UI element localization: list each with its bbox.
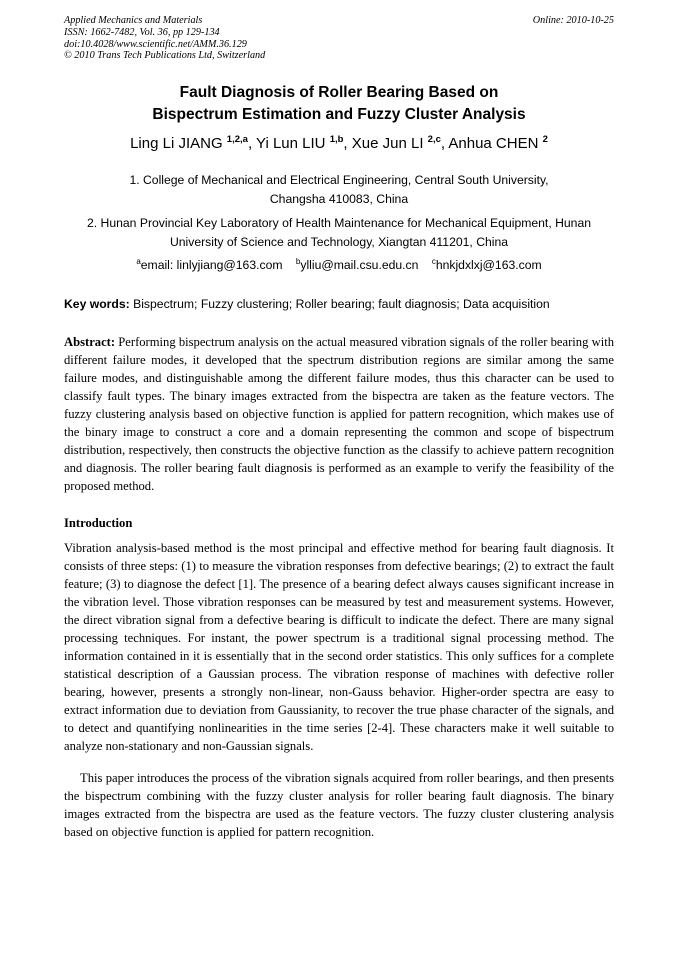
abstract — [64, 333, 614, 495]
email-list — [64, 256, 614, 274]
author-name: Yi Lun LIU — [256, 135, 326, 152]
author-separator: , — [247, 135, 257, 152]
introduction-paragraph-1: Vibration analysis-based method is the most principal and effective method for bearing fault diagnosis. It consists of three steps: (1) to measure the vibration responses from defective bearings; (2) to extract the fault feature; (3) to diagnose the defect [1]. The presence of a bearing defect always causes significant increase in the vibration level. Those vibration responses can be measured by test and measurement systems. However, the direct vibration signal from a defective bearing is difficult to indicate the defect. There are many signal processing techniques. For instant, the power spectrum is a traditional signal processing method. The information contained in it is essentially that in the second order statistics. This only suffices for a complete statistical description of a Gaussian process. The vibration response of machines with defective roller bearing, however, presents a strongly non-linear, non-Gauss behavior. Higher-order spectra are easy to extract information due to deviation from Gaussianity, to recover the true phase character of the signals, and to detect and quantifying nonlinearities in the time series [2-4]. These characters make it well suitable to analyze non-stationary and non-Gaussian signals. — [64, 541, 614, 753]
author-affiliation-marker: 2 — [542, 134, 548, 145]
journal-name: Applied Mechanics and Materials — [64, 15, 203, 26]
author-name: Anhua CHEN — [448, 135, 539, 152]
email-text: email: linlyjiang@163.com — [140, 258, 283, 272]
issn-line: ISSN: 1662-7482, Vol. 36, pp 129-134 — [64, 26, 220, 38]
email-item — [432, 258, 542, 272]
affiliation-2-line-1: 2. Hunan Provincial Key Laboratory of Health Maintenance for Mechanical Equipment, Hunan — [86, 216, 592, 230]
email-item — [296, 258, 419, 272]
email-marker: b — [295, 257, 301, 266]
title-line-2: Bispectrum Estimation and Fuzzy Cluster Analysis — [152, 106, 526, 123]
keywords — [64, 295, 614, 313]
author-list — [64, 134, 614, 154]
affiliation-1-line-1: 1. College of Mechanical and Electrical Engineering, Central South University, — [129, 173, 549, 187]
author-separator: , — [343, 135, 352, 152]
affiliation-1 — [64, 171, 614, 209]
doi-line: doi:10.4028/www.scientific.net/AMM.36.129 — [64, 38, 247, 50]
abstract-label: Abstract: — [64, 335, 116, 349]
online-date: Online: 2010-10-25 — [532, 15, 614, 26]
affiliation-1-line-2: Changsha 410083, China — [269, 192, 409, 206]
copyright-line: © 2010 Trans Tech Publications Ltd, Switzerland — [64, 50, 266, 62]
email-marker: a — [136, 257, 141, 266]
keywords-label: Key words: — [64, 297, 130, 311]
affiliation-2 — [64, 214, 614, 252]
author-name: Xue Jun LI — [351, 135, 424, 152]
journal-header — [64, 15, 614, 62]
author-affiliation-marker: 2,c — [427, 134, 441, 145]
author-affiliation-marker: 1,b — [329, 134, 344, 145]
author-separator: , — [440, 135, 449, 152]
email-text: hnkjdxlxj@163.com — [435, 258, 542, 272]
introduction-heading: Introduction — [64, 516, 133, 530]
keywords-text: Bispectrum; Fuzzy clustering; Roller bearing; fault diagnosis; Data acquisition — [129, 297, 550, 311]
title-line-1: Fault Diagnosis of Roller Bearing Based on — [179, 84, 499, 101]
author-affiliation-marker: 1,2,a — [226, 134, 248, 145]
paper-title — [64, 82, 614, 126]
author-name: Ling Li JIANG — [130, 135, 223, 152]
introduction-paragraph-2: This paper introduces the process of the vibration signals acquired from roller bearings, and then presents the bispectrum combining with the fuzzy cluster analysis for roller bearing fault diagnosis. The binary images extracted from the bispectra are used as the feature vectors. The fuzzy cluster clustering analysis based on objective function is applied for pattern recognition. — [64, 771, 614, 839]
email-text: ylliu@mail.csu.edu.cn — [300, 258, 419, 272]
email-item — [136, 258, 282, 272]
email-marker: c — [431, 257, 436, 266]
abstract-text: Performing bispectrum analysis on the actual measured vibration signals of the roller bearing with different failure modes, it developed that the spectrum distribution regions are similar among the same failure modes, and distinguishable among the different failure modes, thus this character can be used to classify fault types. The binary images extracted from the bispectra are taken as the feature vectors. The fuzzy clustering analysis based on objective function is applied for pattern recognition, which makes use of the binary image to construct a core and a domain representing the common and scope of bispectrum distribution, respectively, then constructs the objective function as the classify to achieve pattern recognition and diagnosis. The roller bearing fault diagnosis is performed as an example to verify the feasibility of the proposed method. — [64, 335, 614, 493]
affiliation-2-line-2: University of Science and Technology, Xiangtan 411201, China — [169, 235, 509, 249]
